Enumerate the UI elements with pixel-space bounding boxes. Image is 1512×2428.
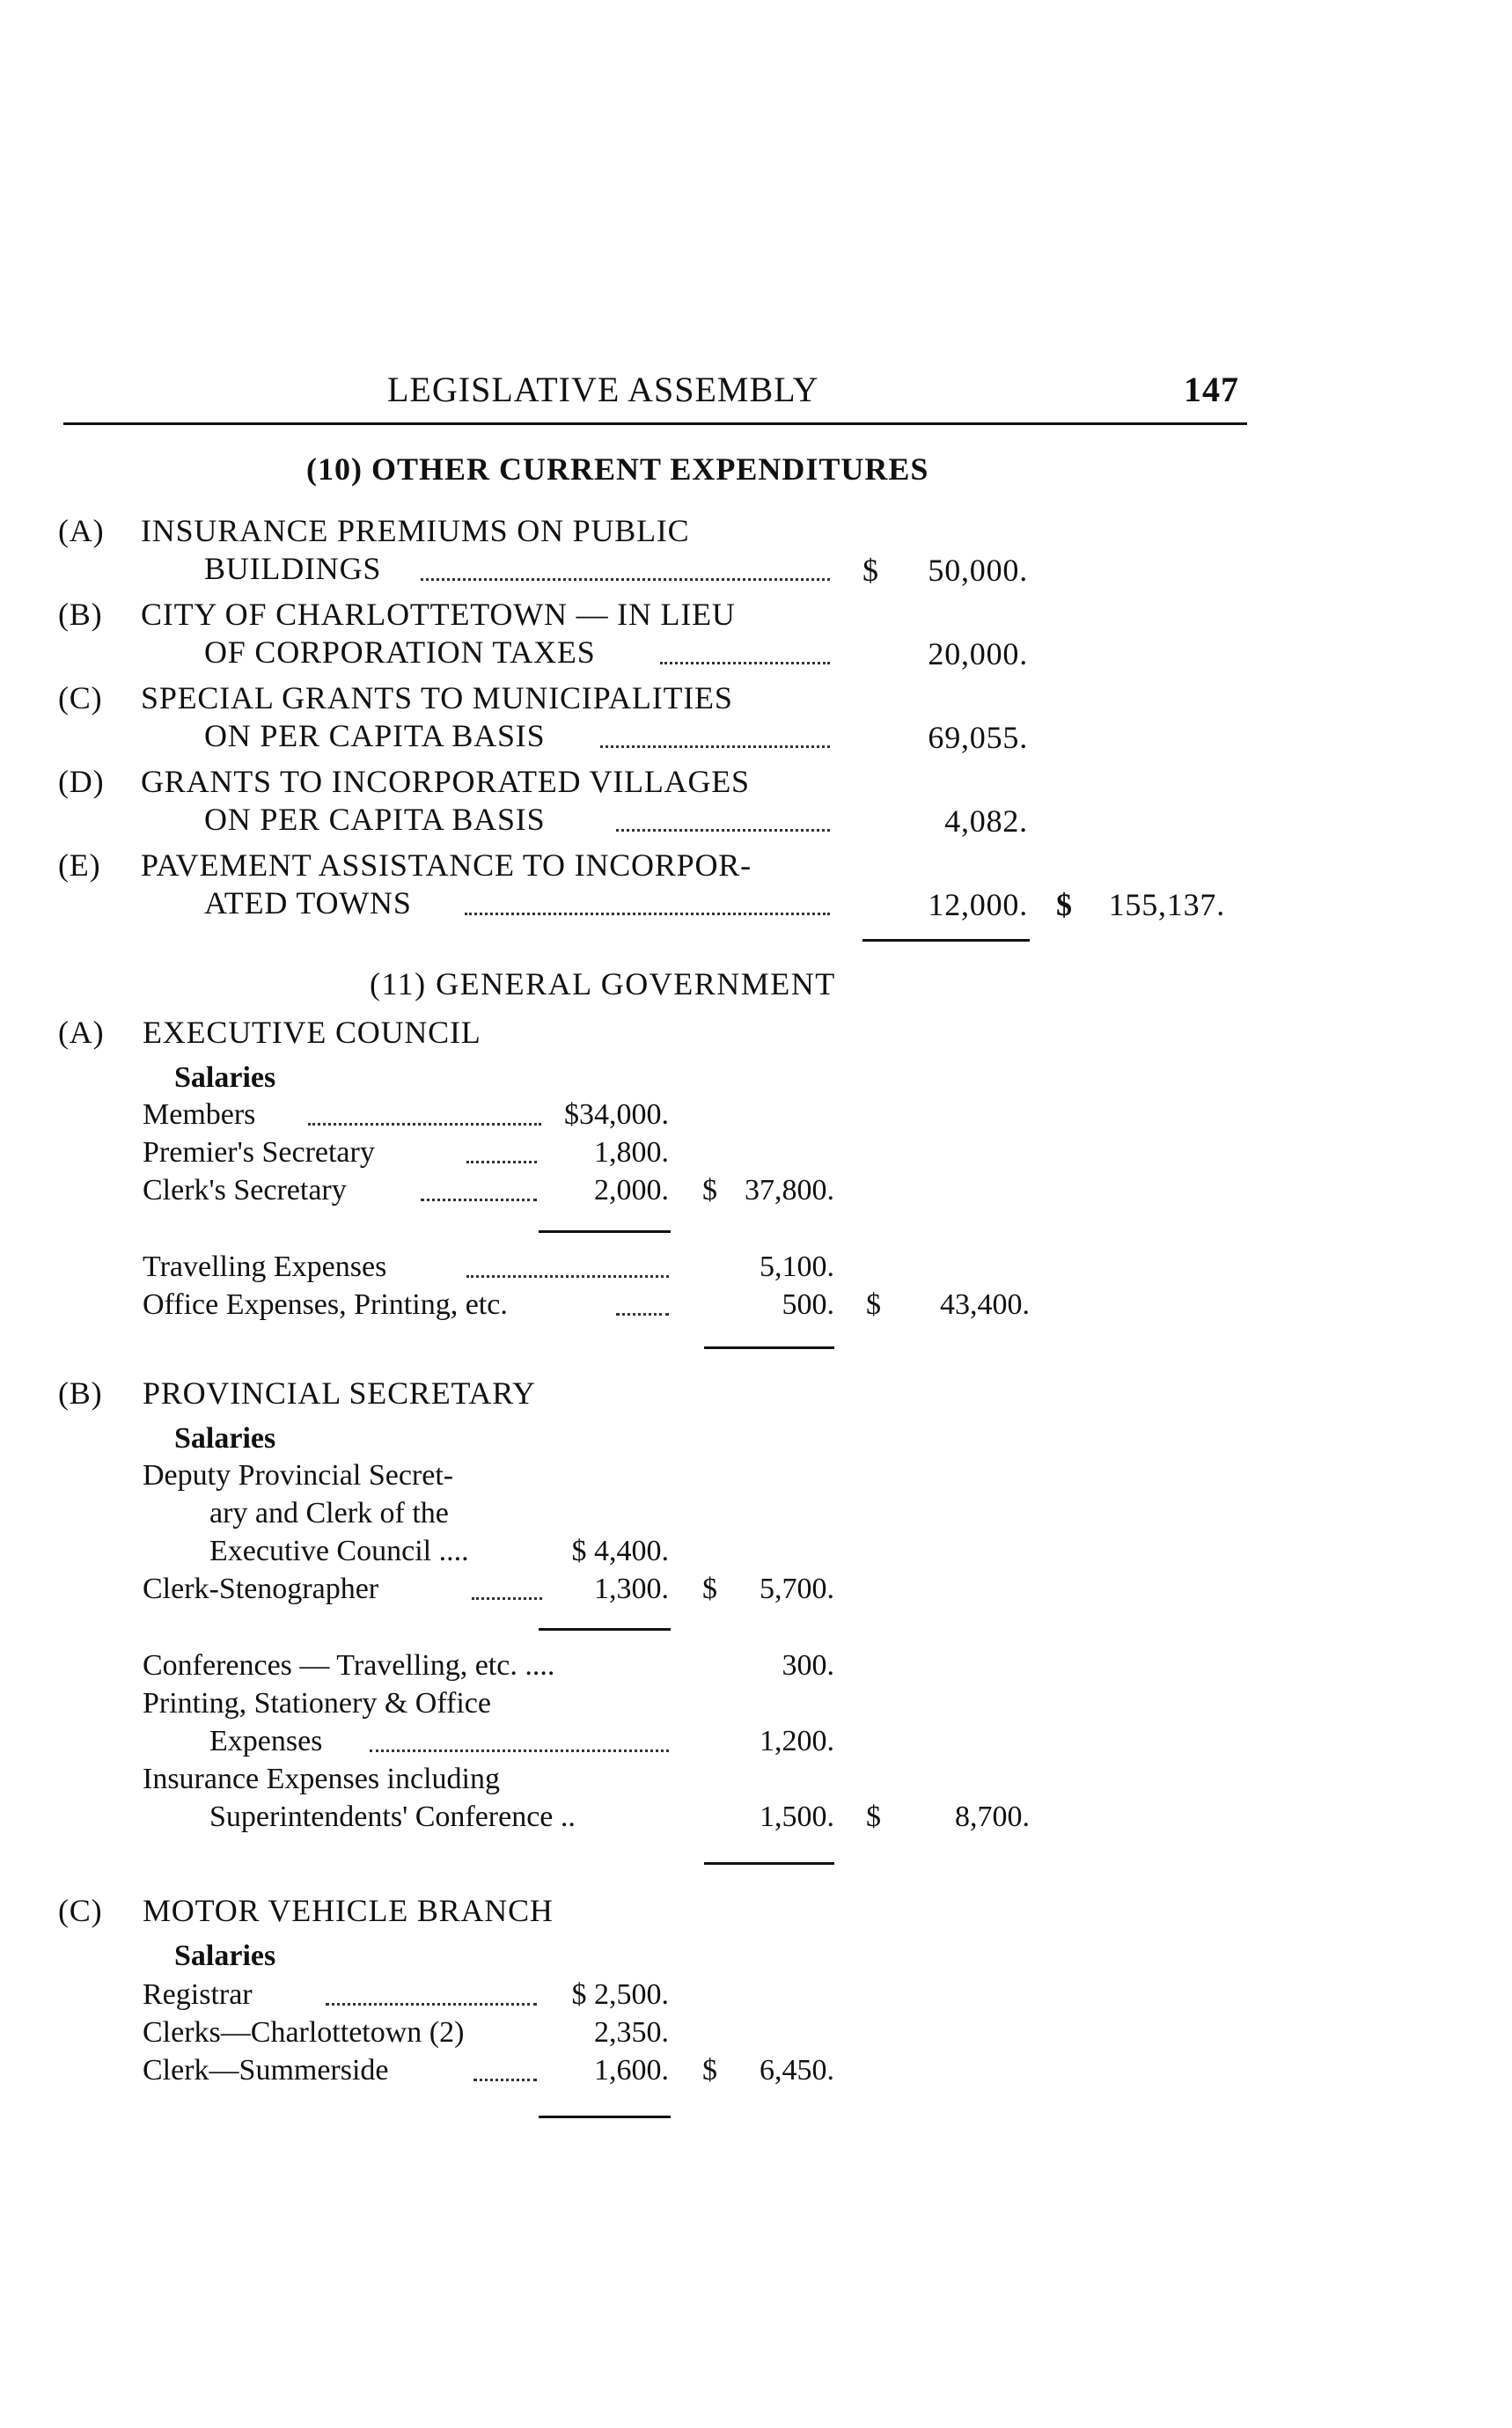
line-label: Registrar xyxy=(143,1978,253,2011)
item-label: ON PER CAPITA BASIS xyxy=(204,718,546,753)
dollar-sign: $ xyxy=(702,1174,717,1207)
subsection-total: 43,400. xyxy=(940,1288,1030,1321)
amount: 69,055. xyxy=(928,720,1028,755)
amount: 1,800. xyxy=(594,1136,669,1169)
dollar-sign: $ xyxy=(862,553,879,588)
subtotal: 5,700. xyxy=(760,1573,834,1605)
subtotal-rule xyxy=(539,1230,671,1233)
amount: 12,000. xyxy=(928,887,1028,922)
dollar-sign: $ xyxy=(702,1573,717,1605)
leader-dots xyxy=(326,2003,537,2006)
salaries-heading: Salaries xyxy=(174,1940,276,1972)
subtotal-rule xyxy=(539,2116,671,2118)
line-label: Executive Council .... xyxy=(209,1535,469,1567)
line-label: Clerk—Summerside xyxy=(143,2054,389,2087)
line-label: Travelling Expenses xyxy=(143,1251,387,1283)
amount: $ 2,500. xyxy=(571,1978,669,2011)
total-rule xyxy=(862,939,1030,942)
leader-dots xyxy=(600,745,830,748)
amount: 500. xyxy=(782,1288,834,1321)
amount: 1,200. xyxy=(760,1725,834,1757)
line-label: Members xyxy=(143,1098,256,1131)
salaries-heading: Salaries xyxy=(174,1061,276,1094)
subtotal-rule xyxy=(539,1628,671,1631)
amount: 2,000. xyxy=(594,1174,669,1207)
item-label: PAVEMENT ASSISTANCE TO INCORPOR- xyxy=(141,847,752,883)
line-label: Deputy Provincial Secret- xyxy=(143,1459,454,1492)
item-letter: (B) xyxy=(58,1375,103,1411)
line-label: Insurance Expenses including xyxy=(143,1763,500,1795)
amount: 1,600. xyxy=(594,2054,669,2087)
line-label: Clerk-Stenographer xyxy=(143,1573,379,1605)
leader-dots xyxy=(660,662,830,664)
amount: 4,082. xyxy=(944,803,1028,839)
leader-dots xyxy=(616,829,830,832)
line-label: Office Expenses, Printing, etc. xyxy=(143,1288,508,1321)
dollar-sign: $ xyxy=(702,2054,717,2087)
item-label: ATED TOWNS xyxy=(204,885,412,921)
line-label: Premier's Secretary xyxy=(143,1136,375,1169)
page-number: 147 xyxy=(1184,370,1239,409)
dollar-sign: $ xyxy=(1056,887,1073,922)
amount: $ 4,400. xyxy=(571,1535,669,1567)
line-label: Clerk's Secretary xyxy=(143,1174,347,1207)
amount: 1,300. xyxy=(594,1573,669,1605)
item-label: CITY OF CHARLOTTETOWN — IN LIEU xyxy=(141,597,736,632)
item-letter: (D) xyxy=(58,764,105,799)
subtotal: 6,450. xyxy=(760,2054,834,2087)
amount: 20,000. xyxy=(928,636,1028,671)
item-letter: (B) xyxy=(58,597,103,632)
item-label: SPECIAL GRANTS TO MUNICIPALITIES xyxy=(141,680,733,715)
amount: 50,000. xyxy=(928,553,1028,588)
section-title: (11) GENERAL GOVERNMENT xyxy=(370,966,836,1001)
header-rule xyxy=(63,422,1247,425)
section-title: (10) OTHER CURRENT EXPENDITURES xyxy=(306,451,929,487)
line-label: Superintendents' Conference .. xyxy=(209,1801,576,1833)
running-header: LEGISLATIVE ASSEMBLY xyxy=(387,370,819,409)
subtotal-rule xyxy=(704,1862,834,1865)
amount: 300. xyxy=(782,1649,834,1682)
item-label: ON PER CAPITA BASIS xyxy=(204,802,546,837)
line-label: ary and Clerk of the xyxy=(209,1497,449,1529)
subsection-title: PROVINCIAL SECRETARY xyxy=(143,1375,536,1411)
subsection-total: 8,700. xyxy=(955,1801,1030,1833)
section-total: 155,137. xyxy=(1108,887,1225,922)
item-label: INSURANCE PREMIUMS ON PUBLIC xyxy=(141,513,690,548)
amount: 1,500. xyxy=(760,1801,834,1833)
item-letter: (A) xyxy=(58,513,105,548)
salaries-heading: Salaries xyxy=(174,1422,276,1455)
dollar-sign: $ xyxy=(866,1801,881,1833)
item-letter: (E) xyxy=(58,847,101,883)
subtotal: 37,800. xyxy=(745,1174,834,1207)
amount: 2,350. xyxy=(594,2016,669,2049)
line-label: Expenses xyxy=(209,1725,323,1757)
subsection-title: EXECUTIVE COUNCIL xyxy=(143,1015,481,1050)
item-letter: (A) xyxy=(58,1015,105,1050)
dollar-sign: $ xyxy=(866,1288,881,1321)
item-label: GRANTS TO INCORPORATED VILLAGES xyxy=(141,764,750,799)
amount: 5,100. xyxy=(760,1251,834,1283)
line-label: Printing, Stationery & Office xyxy=(143,1687,491,1720)
subsection-title: MOTOR VEHICLE BRANCH xyxy=(143,1893,554,1928)
item-letter: (C) xyxy=(58,1893,103,1928)
amount: $34,000. xyxy=(564,1098,669,1131)
leader-dots xyxy=(421,578,830,581)
leader-dots xyxy=(370,1749,669,1752)
leader-dots xyxy=(308,1123,541,1126)
line-label: Clerks—Charlottetown (2) xyxy=(143,2016,465,2049)
item-label: OF CORPORATION TAXES xyxy=(204,635,596,670)
item-label: BUILDINGS xyxy=(204,551,382,586)
leader-dots xyxy=(465,913,830,915)
leader-dots xyxy=(466,1275,669,1278)
item-letter: (C) xyxy=(58,680,103,715)
line-label: Conferences — Travelling, etc. .... xyxy=(143,1649,555,1682)
subtotal-rule xyxy=(704,1346,834,1349)
leader-dots xyxy=(616,1313,669,1316)
